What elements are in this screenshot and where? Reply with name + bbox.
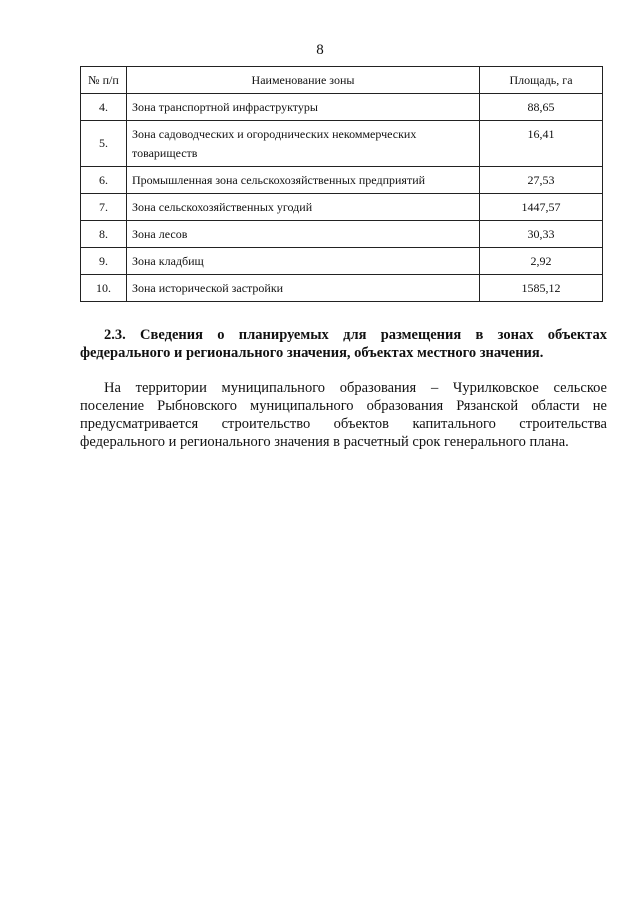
row-number: 8. — [81, 221, 127, 248]
row-zone-name: Зона сельскохозяйственных угодий — [127, 194, 480, 221]
table-row — [81, 221, 603, 248]
row-number: 9. — [81, 248, 127, 275]
row-number: 5. — [81, 121, 127, 167]
table-row — [81, 167, 603, 194]
table-header-row — [81, 67, 603, 94]
row-number: 6. — [81, 167, 127, 194]
section-heading: 2.3. Сведения о планируемых для размещения в зонах объектах федерального и регионального значения, объектах местного значения. — [80, 327, 607, 361]
row-zone-name: Зона кладбищ — [127, 248, 480, 275]
row-zone-name: Зона лесов — [127, 221, 480, 248]
row-zone-name: Промышленная зона сельскохозяйственных предприятий — [127, 167, 480, 194]
table-row — [81, 248, 603, 275]
row-area: 2,92 — [480, 248, 603, 275]
row-area: 16,41 — [480, 121, 603, 167]
row-zone-name: Зона садоводческих и огороднических некоммерческих товариществ — [127, 121, 480, 167]
row-area: 30,33 — [480, 221, 603, 248]
table-row — [81, 194, 603, 221]
table-row — [81, 275, 603, 302]
page-number: 8 — [316, 42, 324, 58]
row-zone-name: Зона транспортной инфраструктуры — [127, 94, 480, 121]
section-paragraph: На территории муниципального образования – Чурилковское сельское поселение Рыбновского муниципального образования Рязанской области не предусматривается строительство объектов капитального строительства федерального и регионального значения в расчетный срок генерального плана. — [80, 380, 607, 450]
row-number: 7. — [81, 194, 127, 221]
row-zone-name: Зона исторической застройки — [127, 275, 480, 302]
header-zone-name: Наименование зоны — [127, 67, 480, 94]
row-area: 1447,57 — [480, 194, 603, 221]
row-area: 1585,12 — [480, 275, 603, 302]
table-row — [81, 121, 603, 167]
row-area: 27,53 — [480, 167, 603, 194]
table-row — [81, 94, 603, 121]
header-number: № п/п — [81, 67, 127, 94]
header-area: Площадь, га — [480, 67, 603, 94]
zones-table — [80, 66, 603, 302]
row-number: 4. — [81, 94, 127, 121]
row-area: 88,65 — [480, 94, 603, 121]
row-number: 10. — [81, 275, 127, 302]
